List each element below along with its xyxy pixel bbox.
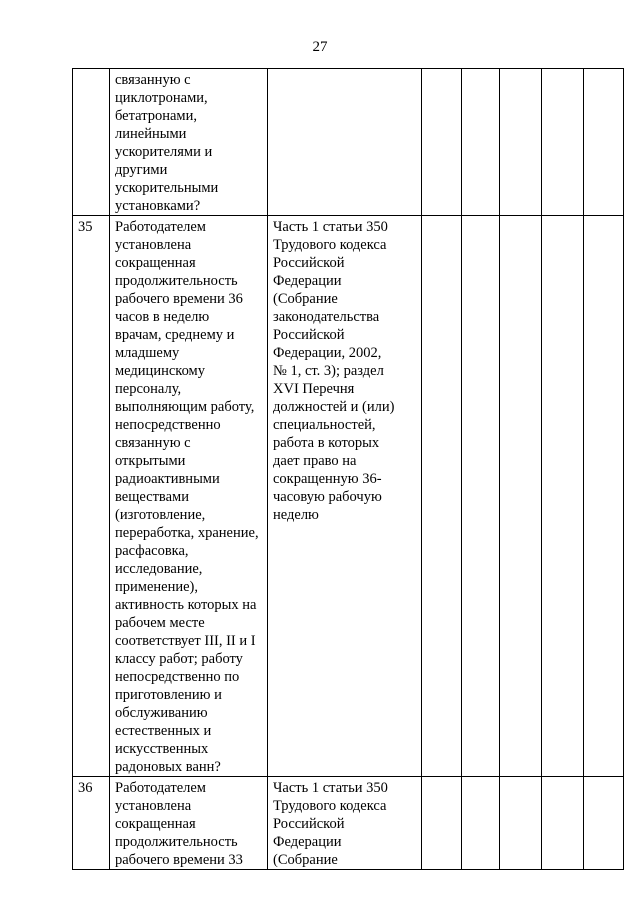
requirement-cell: Работодателем установлена сокращенная продолжительность рабочего времени 33: [110, 777, 268, 870]
empty-cell: [584, 69, 624, 216]
empty-cell: [422, 216, 462, 777]
legal-reference-cell: Часть 1 статьи 350 Трудового кодекса Российской Федерации (Собрание законодательства Российской Федерации, 2002, № 1, ст. 3); раздел XVI Перечня должностей и (или) специальностей, работа в которых дает право на сокращенную 36- часовую рабочую неделю: [268, 216, 422, 777]
empty-cell: [584, 777, 624, 870]
empty-cell: [422, 777, 462, 870]
table-row: [73, 69, 624, 216]
row-number-cell: 35: [73, 216, 110, 777]
empty-cell: [584, 216, 624, 777]
empty-cell: [462, 777, 500, 870]
empty-cell: [462, 216, 500, 777]
empty-cell: [462, 69, 500, 216]
page-number: 27: [312, 39, 328, 55]
row-number-cell: 36: [73, 777, 110, 870]
requirement-cell: Работодателем установлена сокращенная продолжительность рабочего времени 36 часов в неделю врачам, среднему и младшему медицинскому персоналу, выполняющим работу, непосредственно связанную с открытыми радиоактивными веществами (изготовление, переработка, хранение, расфасовка, исследование, применение), активность которых на рабочем месте соответствует III, II и I классу работ; работу непосредственно по приготовлению и обслуживанию естественных и искусственных радоновых ванн?: [110, 216, 268, 777]
empty-cell: [542, 777, 584, 870]
legal-reference-cell: Часть 1 статьи 350 Трудового кодекса Российской Федерации (Собрание: [268, 777, 422, 870]
empty-cell: [500, 69, 542, 216]
table-row: [73, 777, 624, 870]
checklist-table: [72, 68, 624, 870]
table-row: [73, 216, 624, 777]
empty-cell: [542, 69, 584, 216]
empty-cell: [500, 216, 542, 777]
legal-reference-cell: [268, 69, 422, 216]
empty-cell: [542, 216, 584, 777]
empty-cell: [422, 69, 462, 216]
row-number-cell: [73, 69, 110, 216]
empty-cell: [500, 777, 542, 870]
requirement-cell: связанную с циклотронами, бетатронами, линейными ускорителями и другими ускорительными установками?: [110, 69, 268, 216]
